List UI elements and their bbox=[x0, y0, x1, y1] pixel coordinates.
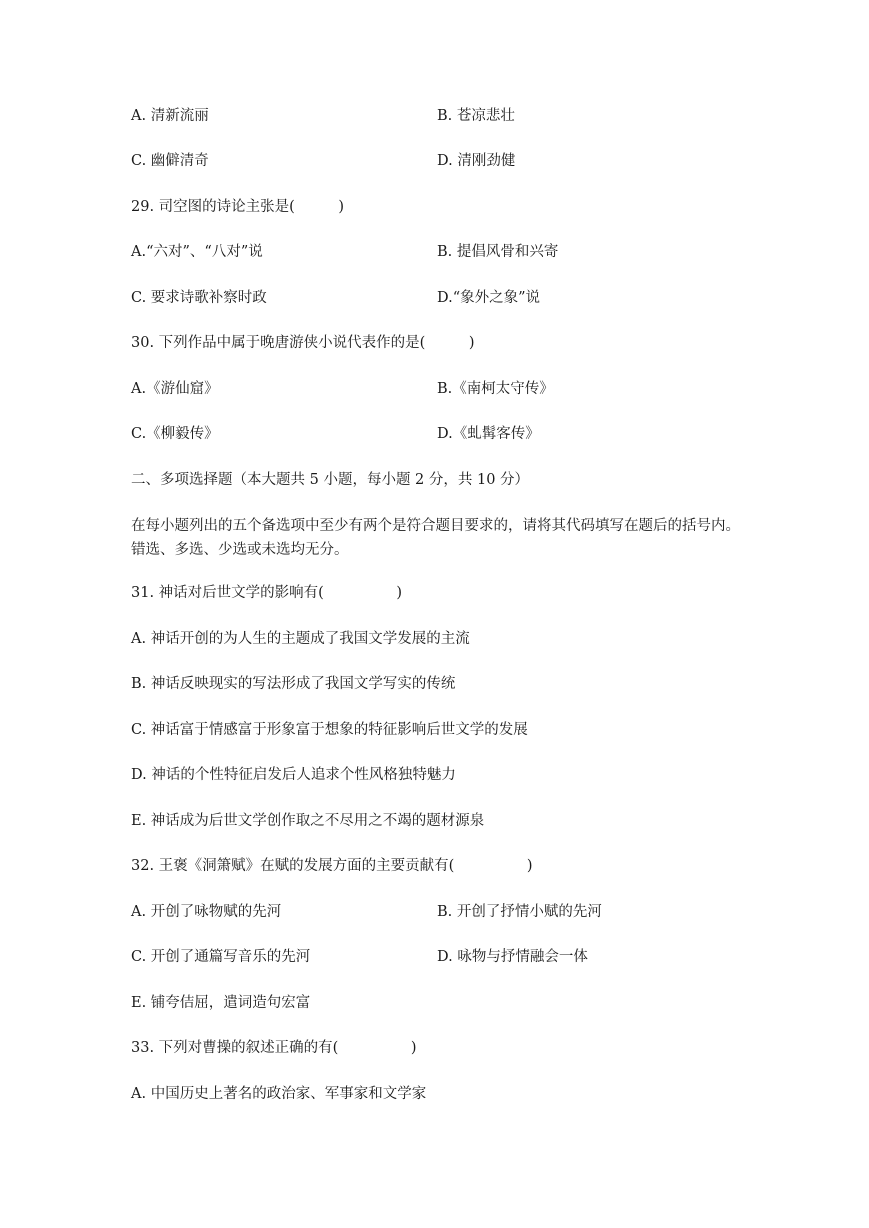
q32-option-b: B. 开创了抒情小赋的先河 bbox=[437, 904, 602, 920]
q31-stem: 31. 神话对后世文学的影响有( ) bbox=[131, 585, 402, 601]
q28-option-d: D. 清刚劲健 bbox=[437, 153, 516, 169]
q28-option-c: C. 幽僻清奇 bbox=[131, 153, 209, 169]
q28-option-a: A. 清新流丽 bbox=[131, 108, 209, 124]
q30-option-d: D.《虬髯客传》 bbox=[437, 426, 540, 442]
q32-option-e: E. 铺夸佶屈，遣词造句宏富 bbox=[131, 995, 311, 1011]
q29-stem: 29. 司空图的诗论主张是( ) bbox=[131, 199, 344, 215]
q32-option-d: D. 咏物与抒情融会一体 bbox=[437, 949, 588, 965]
q30-stem: 30. 下列作品中属于晚唐游侠小说代表作的是( ) bbox=[131, 335, 475, 351]
q32-option-c: C. 开创了通篇写音乐的先河 bbox=[131, 949, 311, 965]
section-instruction: 在每小题列出的五个备选项中至少有两个是符合题目要求的，请将其代码填写在题后的括号内。错选、多选、少选或未选均无分。 bbox=[131, 518, 740, 558]
q33-stem: 33. 下列对曹操的叙述正确的有( ) bbox=[131, 1040, 417, 1056]
q30-option-c: C.《柳毅传》 bbox=[131, 426, 219, 442]
q32-stem: 32. 王褒《洞箫赋》在赋的发展方面的主要贡献有( ) bbox=[131, 858, 533, 874]
q29-option-b: B. 提倡风骨和兴寄 bbox=[437, 244, 559, 260]
q31-option-a: A. 神话开创的为人生的主题成了我国文学发展的主流 bbox=[131, 631, 470, 647]
q29-option-d: D.“象外之象”说 bbox=[437, 290, 541, 306]
q33-option-a: A. 中国历史上著名的政治家、军事家和文学家 bbox=[131, 1086, 427, 1102]
q30-option-a: A.《游仙窟》 bbox=[131, 381, 219, 397]
q31-option-d: D. 神话的个性特征启发后人追求个性风格独特魅力 bbox=[131, 767, 456, 783]
section-heading: 二、多项选择题（本大题共 5 小题，每小题 2 分，共 10 分） bbox=[131, 472, 530, 488]
q28-option-b: B. 苍凉悲壮 bbox=[437, 108, 515, 124]
q31-option-b: B. 神话反映现实的写法形成了我国文学写实的传统 bbox=[131, 676, 456, 692]
q30-option-b: B.《南柯太守传》 bbox=[437, 381, 554, 397]
q29-option-a: A.“六对”、“八对”说 bbox=[131, 244, 263, 260]
q31-option-e: E. 神话成为后世文学创作取之不尽用之不竭的题材源泉 bbox=[131, 813, 485, 829]
q32-option-a: A. 开创了咏物赋的先河 bbox=[131, 904, 282, 920]
q29-option-c: C. 要求诗歌补察时政 bbox=[131, 290, 267, 306]
q31-option-c: C. 神话富于情感富于形象富于想象的特征影响后世文学的发展 bbox=[131, 722, 528, 738]
